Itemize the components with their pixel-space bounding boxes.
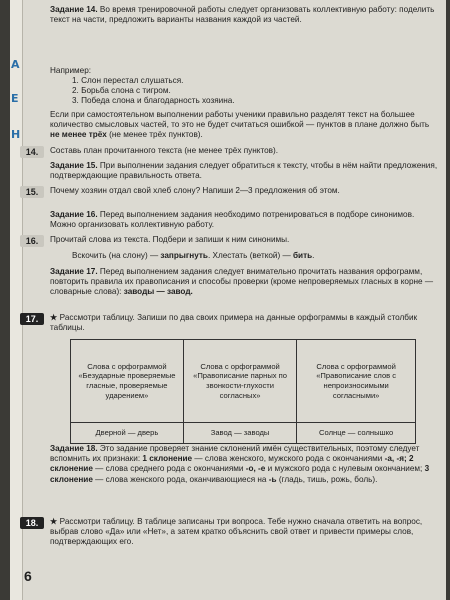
synonym-punct: . <box>312 251 315 260</box>
ending-label: -а, -я; <box>384 454 407 464</box>
ending-label: -ь <box>268 474 277 484</box>
task-14-text: Во время тренировочной работы следует организовать коллективную работу: поделить текст на части, предложить варианты названия каждой из частей. <box>50 5 435 25</box>
exercise-17 <box>25 313 438 333</box>
task-16-label: Задание 16. <box>50 210 98 219</box>
declension-label: 3 склонение <box>50 464 430 484</box>
task-15-label: Задание 15. <box>50 161 98 170</box>
plan-item: 2. Борьба слона с тигром. <box>72 86 171 95</box>
task-18-text: — слова женского рода, оканчивающиеся на <box>95 474 267 484</box>
task-15-text: При выполнении задания следует обратиться к тексту, чтобы в нём найти предложения, подтверждающие правильность ответа. <box>50 161 438 181</box>
exercise-17-text: Рассмотри таблицу. Запиши по два своих примера на данные орфограммы в каждый столбик таблицы. <box>50 313 418 333</box>
task-18-text: — слова женского, мужского рода с окончаниями <box>194 454 383 464</box>
table-cell: Дверной — дверь <box>71 423 184 444</box>
table-header-cell: Слова с орфограммой «Безударные проверяемые гласные, проверяемые ударением» <box>71 340 184 423</box>
synonym-word: . Хлестать (веткой) — <box>207 251 291 260</box>
task-14-note-bold: не менее трёх <box>50 130 107 140</box>
edge-letter: Н <box>11 128 21 141</box>
exercise-16-text: Прочитай слова из текста. Подбери и запиши к ним синонимы. <box>50 235 290 244</box>
task-16-instruction <box>50 210 438 230</box>
task-15-instruction <box>50 161 438 181</box>
synonym-answer: бить <box>292 251 313 260</box>
task-16-text: Перед выполнением задания необходимо потренироваться в подборе синонимов. Можно организовать коллективную работу. <box>50 210 415 230</box>
task-18-text: Это задание проверяет знание склонений имён существительных, поэтому следует вспомнить их признаки: <box>50 444 420 464</box>
exercise-number: 16. <box>20 235 44 247</box>
task-18-text: и мужского рода с нулевым окончанием; <box>267 464 423 474</box>
edge-letter: Е <box>11 92 19 105</box>
exercise-18-text: Рассмотри таблицу. В таблице записаны три вопроса. Тебе нужно сначала ответить на вопрос, выбрав слово «Да» или «Нет», а затем кратко объяснить свой ответ и привести примеры слов, подтверждающих его. <box>50 517 423 547</box>
task-18-label: Задание 18. <box>50 444 98 453</box>
exercise-15-text: Почему хозяин отдал свой хлеб слону? Напиши 2—3 предложения об этом. <box>50 186 340 195</box>
page-number: 6 <box>24 568 32 584</box>
exercise-number: 15. <box>20 186 44 198</box>
table-header-cell: Слова с орфограммой «Правописание парных по звонкости-глухости согласных» <box>183 340 296 423</box>
synonym-word: Вскочить (на слону) — <box>72 251 159 260</box>
task-14-instruction <box>50 5 438 25</box>
declension-label: 1 склонение <box>142 454 193 464</box>
plan-item: 1. Слон перестал слушаться. <box>72 76 184 85</box>
table-header-cell: Слова с орфограммой «Правописание слов с непроизносимыми согласными» <box>297 340 416 423</box>
table-row <box>71 423 416 444</box>
exercise-14-text: Составь план прочитанного текста (не менее трёх пунктов). <box>50 146 279 155</box>
exercise-14 <box>25 146 438 157</box>
table-cell: Солнце — солнышко <box>297 423 416 444</box>
textbook-page <box>10 0 446 600</box>
task-18-text: (гладь, тишь, рожь, боль). <box>278 474 378 484</box>
left-page-edge <box>10 0 23 600</box>
plan-item: 3. Победа слона и благодарность хозяина. <box>72 96 235 105</box>
task-14-example-label: Например: <box>50 66 92 75</box>
exercise-18 <box>25 517 438 548</box>
exercise-number: 18. <box>20 517 44 529</box>
star-icon: ★ <box>50 313 58 322</box>
task-14-note-end: (не менее трёх пунктов). <box>109 130 203 140</box>
task-17-instruction <box>50 267 438 298</box>
synonym-answer: запрыгнуть <box>160 251 208 260</box>
task-17-text: Перед выполнением задания следует внимательно прочитать названия орфограмм, повторить правила их правописания и способы проверки (кроме непроверяемых гласных в корне — словарные слова): <box>50 267 434 297</box>
task-14-note <box>50 110 438 141</box>
table-header-row <box>71 340 416 423</box>
orthogram-table <box>70 339 416 444</box>
task-14-label: Задание 14. <box>50 5 98 14</box>
synonym-line <box>72 251 446 261</box>
ending-label: -о, -е <box>245 464 266 474</box>
task-17-example: заводы — завод. <box>123 287 193 297</box>
task-17-label: Задание 17. <box>50 267 98 276</box>
task-14-note-text: Если при самостоятельном выполнении работы ученики правильно разделят текст на большее количество смысловых частей, то это не будет считаться ошибкой — пунктов в плане должно быть <box>50 110 430 130</box>
exercise-number: 14. <box>20 146 44 158</box>
exercise-number: 17. <box>20 313 44 325</box>
exercise-15 <box>25 186 438 197</box>
page-content <box>25 0 438 600</box>
table-cell: Завод — заводы <box>183 423 296 444</box>
task-18-instruction <box>50 444 438 485</box>
exercise-16 <box>25 235 438 246</box>
edge-letter: А <box>11 58 20 71</box>
task-18-text: — слова среднего рода с окончаниями <box>95 464 244 474</box>
star-icon: ★ <box>50 517 58 526</box>
declension-label: 2 склонение <box>50 454 414 474</box>
